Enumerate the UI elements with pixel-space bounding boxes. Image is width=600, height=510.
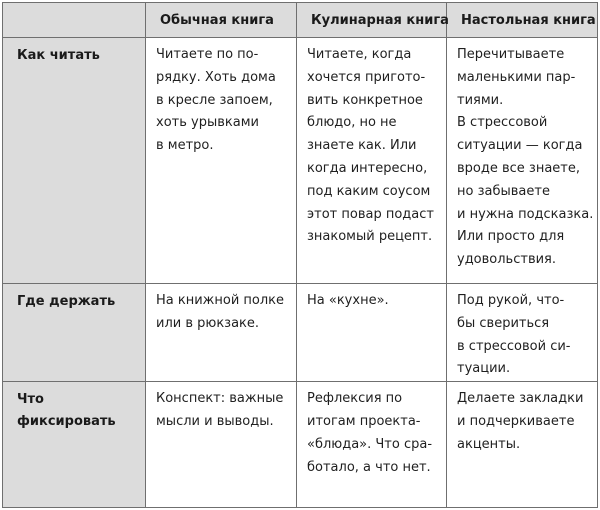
cell-line: и подчеркиваете (457, 413, 575, 429)
header-regular-book: Обычная книга (146, 3, 297, 38)
cell-line: но забываете (457, 183, 550, 199)
cell-line: знакомый рецепт. (307, 229, 433, 245)
cell-desk-where (447, 284, 598, 382)
cell-regular-how (146, 38, 297, 284)
cell-line: Перечитываете (457, 47, 565, 62)
row-label-line: фиксировать (17, 414, 116, 430)
cell-line: когда интересно, (307, 160, 428, 176)
cell-regular-what (146, 382, 297, 508)
cell-line: и нужна подсказка. (457, 206, 594, 222)
cell-line: вроде все знаете, (457, 160, 581, 176)
cell-line: рядку. Хоть дома (156, 69, 276, 85)
row-label-line: Что (17, 392, 44, 408)
cell-regular-where (146, 284, 297, 382)
table-row (3, 284, 598, 382)
cell-line: Рефлексия по (307, 391, 403, 407)
cell-desk-what (447, 382, 598, 508)
cell-cookbook-where (297, 284, 447, 382)
header-corner (3, 3, 146, 38)
header-row (3, 3, 598, 38)
cell-line: туации. (457, 361, 511, 377)
cell-line: акценты. (457, 436, 521, 452)
cell-line: В стрессовой (457, 115, 548, 131)
cell-line: под каким соусом (307, 183, 431, 199)
cell-line: На книжной полке (156, 293, 285, 308)
row-label-line: Как читать (17, 48, 100, 63)
cell-line: бы свериться (457, 315, 550, 331)
cell-line: ситуации — когда (457, 138, 583, 154)
row-label-where-to-keep (3, 284, 146, 382)
cell-line: в метро. (156, 138, 214, 154)
cell-desk-how (447, 38, 598, 284)
cell-line: «блюда». Что сра- (307, 436, 433, 452)
cell-cookbook-how (297, 38, 447, 284)
row-label-what-to-record (3, 382, 146, 508)
cell-line: ботало, а что нет. (307, 459, 431, 475)
cell-line: Читаете, когда (307, 47, 412, 62)
cell-line: Делаете закладки (457, 391, 584, 407)
cell-line: хочется пригото- (307, 69, 426, 85)
cell-line: Конспект: важные (156, 391, 284, 407)
cell-line: Под рукой, что- (457, 293, 565, 308)
cell-line: Или просто для (457, 229, 565, 245)
cell-line: вить конкретное (307, 92, 423, 108)
cell-line: итогам проекта- (307, 413, 421, 429)
cell-line: удовольствия. (457, 252, 557, 268)
cell-line: мысли и выводы. (156, 413, 274, 429)
cell-line: тиями. (457, 92, 504, 108)
header-cookbook: Кулинарная книга (297, 3, 447, 38)
cell-line: хоть урывками (156, 115, 259, 131)
row-label-line: Где держать (17, 294, 116, 309)
row-label-how-to-read (3, 38, 146, 284)
cell-cookbook-what (297, 382, 447, 508)
cell-line: или в рюкзаке. (156, 315, 260, 331)
table-row (3, 382, 598, 508)
cell-line: маленькими пар- (457, 69, 576, 85)
cell-line: блюдо, но не (307, 115, 397, 131)
table-row (3, 38, 598, 284)
cell-line: знаете как. Или (307, 138, 417, 154)
cell-line: в кресле запоем, (156, 92, 273, 108)
header-desk-book: Настольная книга (447, 3, 598, 38)
cell-line: в стрессовой си- (457, 338, 571, 354)
cell-line: этот повар подаст (307, 206, 434, 222)
comparison-table (2, 2, 598, 508)
cell-line: Читаете по по- (156, 47, 259, 62)
cell-line: На «кухне». (307, 293, 389, 308)
